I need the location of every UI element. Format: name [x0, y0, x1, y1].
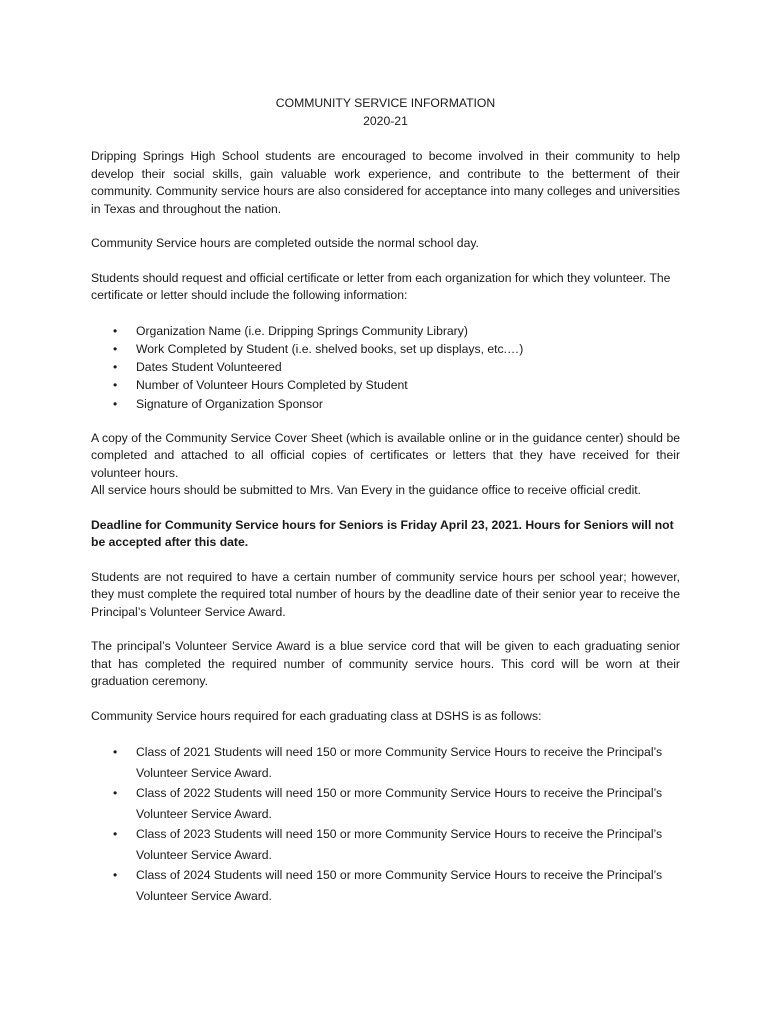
- list-item: • Class of 2023 Students will need 150 or more Community Service Hours to receive the Principal’s Volunteer Service Award.: [91, 824, 680, 865]
- list-item: • Class of 2021 Students will need 150 or more Community Service Hours to receive the Principal’s Volunteer Service Award.: [91, 742, 680, 783]
- list-item: • Dates Student Volunteered: [91, 358, 680, 376]
- list-item: • Work Completed by Student (i.e. shelved books, set up displays, etc.…): [91, 340, 680, 358]
- document-header: [91, 95, 680, 130]
- required-intro-paragraph: Community Service hours required for each graduating class at DSHS is as follows:: [91, 708, 542, 723]
- list-item: • Signature of Organization Sponsor: [91, 395, 680, 413]
- class-requirements-list: [91, 742, 680, 906]
- not-required-paragraph: Students are not required to have a certain number of community service hours per school year; however, they must complete the required total number of hours by the deadline date of their senior year to receive the Principal’s Volunteer Service Award.: [91, 569, 680, 619]
- deadline-notice: Deadline for Community Service hours for Seniors is Friday April 23, 2021. Hours for Seniors will not be accepted after this date.: [91, 517, 674, 550]
- cover-sheet-paragraph: A copy of the Community Service Cover Sheet (which is available online or in the guidance center) should be completed and attached to all official copies of certificates or letters that they have received for their volunteer hours.: [91, 430, 680, 480]
- intro-paragraph: Dripping Springs High School students are encouraged to become involved in their community to help develop their social skills, gain valuable work experience, and contribute to the betterment of their community. Community service hours are also considered for acceptance into many colleges and universities in Texas and throughout the nation.: [91, 149, 680, 216]
- request-certificate-paragraph: Students should request and official certificate or letter from each organization for which they volunteer. The certificate or letter should include the following information:: [91, 270, 671, 302]
- document-title: COMMUNITY SERVICE INFORMATION: [275, 96, 496, 110]
- list-item: • Class of 2024 Students will need 150 or more Community Service Hours to receive the Principal’s Volunteer Service Award.: [91, 865, 680, 906]
- document-body: [91, 95, 680, 906]
- award-paragraph: The principal’s Volunteer Service Award is a blue service cord that will be given to each graduating senior that has completed the required number of community service hours. This cord will be worn at their graduation ceremony.: [91, 639, 680, 689]
- outside-school-paragraph: Community Service hours are completed outside the normal school day.: [91, 236, 479, 250]
- certificate-info-list: [91, 322, 680, 413]
- document-year: 2020-21: [363, 113, 408, 128]
- submit-paragraph: All service hours should be submitted to Mrs. Van Every in the guidance office to receive official credit.: [91, 483, 642, 498]
- list-item: • Organization Name (i.e. Dripping Springs Community Library): [91, 322, 680, 340]
- list-item: • Class of 2022 Students will need 150 or more Community Service Hours to receive the Principal’s Volunteer Service Award.: [91, 783, 680, 824]
- list-item: • Number of Volunteer Hours Completed by Student: [91, 376, 680, 394]
